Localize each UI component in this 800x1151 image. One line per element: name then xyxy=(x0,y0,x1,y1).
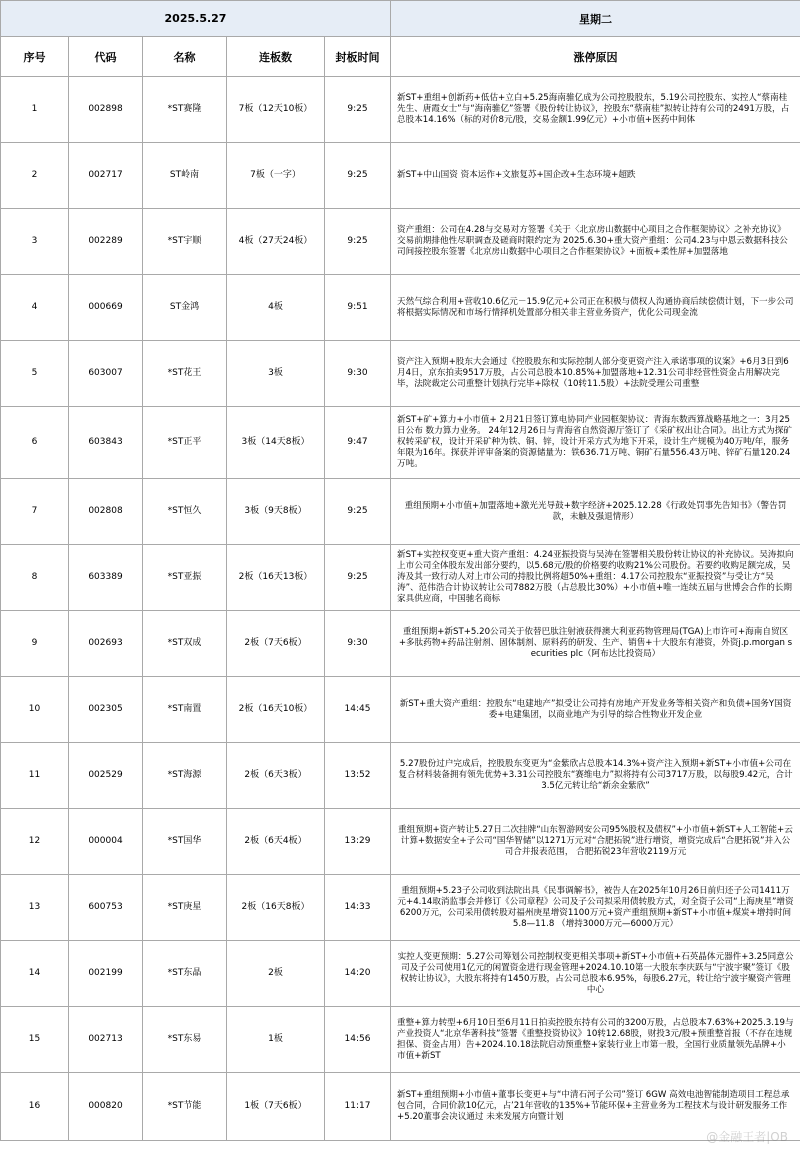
stock-name[interactable]: *ST东易 xyxy=(143,1007,227,1073)
seal-time[interactable]: 14:33 xyxy=(325,875,391,941)
seal-time[interactable]: 14:56 xyxy=(325,1007,391,1073)
stock-code[interactable]: 603007 xyxy=(69,341,143,407)
limit-up-reason[interactable]: 新ST+重组+创新药+低估+立白+5.25海南骓亿成为公司控股股东，5.19公司控股东、实控人“蔡南桂先生、唐霞女士”与“海南骓亿”签署《股份转让协议》，控股东“蔡南桂”拟转让持有公司的2491万股，占总股本14.16%（标的对价8元/股，交易金额1.99亿元）+小市值+医药中间体 xyxy=(391,77,800,143)
limit-up-reason[interactable]: 天然气综合利用+营收10.6亿元－15.9亿元+公司正在积极与债权人沟通协商后续偿债计划，下一步公司将根据实际情况和市场行情择机处置部分相关非主营业务资产，优化公司现金流 xyxy=(391,275,800,341)
table-row xyxy=(1,743,800,809)
stock-name[interactable]: *ST宇顺 xyxy=(143,209,227,275)
board-count[interactable]: 2板（16天13板） xyxy=(227,545,325,611)
table-row xyxy=(1,407,800,479)
board-count[interactable]: 3板 xyxy=(227,341,325,407)
limit-up-reason[interactable]: 5.27股份过户完成后，控股股东变更为“金紫欣占总股本14.3%+资产注入预期+新ST+小市值+公司在复合材料装备拥有领先优势+3.31公司控股东“赛维电力”拟将持有公司3717万股，以每股9.42元，合计3.5亿元转让给“新余金紫欣” xyxy=(391,743,800,809)
stock-code[interactable]: 002717 xyxy=(69,143,143,209)
board-count[interactable]: 2板（16天8板） xyxy=(227,875,325,941)
table-row xyxy=(1,1073,800,1141)
stock-name[interactable]: *ST亚振 xyxy=(143,545,227,611)
table-row xyxy=(1,77,800,143)
header-reason[interactable]: 涨停原因 xyxy=(391,37,800,77)
row-index[interactable]: 1 xyxy=(1,77,69,143)
stock-name[interactable]: *ST东晶 xyxy=(143,941,227,1007)
stock-code[interactable]: 600753 xyxy=(69,875,143,941)
stock-name[interactable]: *ST双成 xyxy=(143,611,227,677)
row-index[interactable]: 7 xyxy=(1,479,69,545)
table-row xyxy=(1,275,800,341)
seal-time[interactable]: 9:25 xyxy=(325,143,391,209)
table-row xyxy=(1,341,800,407)
board-count[interactable]: 1板 xyxy=(227,1007,325,1073)
title-row xyxy=(1,1,800,37)
header-seal-time[interactable]: 封板时间 xyxy=(325,37,391,77)
watermark: @金融王者|OB xyxy=(706,1130,788,1144)
stock-name[interactable]: *ST恒久 xyxy=(143,479,227,545)
seal-time[interactable]: 14:20 xyxy=(325,941,391,1007)
row-index[interactable]: 11 xyxy=(1,743,69,809)
limit-up-reason[interactable]: 新ST+矿+算力+小市值+ 2月21日签订算电协同产业园框架协议：青海东数西算战略基地之一：3月25日公布 数力算力业务。 24年12月26日与青海省自然资源厅签订了《采矿权出让合同》。出让方式为探矿权转采矿权，设计开采矿种为铁、铜、锌，设计开采方式为地下开采，设计生产规模为40万吨/年，服务年限为16年。探获并评审备案的资源储量为：铁636.71万吨、铜矿石量556.43万吨、锌矿石量120.24万吨。 xyxy=(391,407,800,479)
weekday-cell[interactable]: 星期二 xyxy=(391,1,800,37)
table-row xyxy=(1,809,800,875)
row-index[interactable]: 14 xyxy=(1,941,69,1007)
limit-up-reason[interactable]: 重组预期+资产转让5.27日二次挂牌“山东智游网安公司95%股权及债权”+小市值+新ST+人工智能+云计算+数据安全+子公司“国华智储”以1271万元对“合肥拓锐”进行增资，增资完成后“合肥拓锐”并入公司合并报表范围， 合肥拓锐23年营收2119万元 xyxy=(391,809,800,875)
row-index[interactable]: 9 xyxy=(1,611,69,677)
seal-time[interactable]: 13:29 xyxy=(325,809,391,875)
seal-time[interactable]: 9:25 xyxy=(325,479,391,545)
table-row xyxy=(1,545,800,611)
stock-name[interactable]: ST岭南 xyxy=(143,143,227,209)
limit-up-reason[interactable]: 实控人变更预期：5.27公司筹划公司控制权变更相关事项+新ST+小市值+石英晶体元器件+3.25同意公司及子公司使用1亿元的闲置资金进行现金管理+2024.10.10第一大股东李庆跃与“宁波宇聚”签订《股权转让协议》，大股东将持有1450万股，占公司总股本6.95%，每股6.27元，转让给宁波宇聚资产管理中心 xyxy=(391,941,800,1007)
limit-up-reason[interactable]: 重组预期+小市值+加盟落地+激光光导鼓+数字经济+2025.12.28《行政处罚事先告知书》（警告罚款，未触及强退情形） xyxy=(391,479,800,545)
board-count[interactable]: 2板（16天10板） xyxy=(227,677,325,743)
seal-time[interactable]: 9:25 xyxy=(325,545,391,611)
limit-up-reason[interactable]: 重组预期+新ST+5.20公司关于依替巴肽注射液获得澳大利亚药物管理局(TGA)上市许可+海南自贸区+多肽药物+药品注射剂、固体制剂、原料药的研发、生产、销售+十大股东有港资，外资j.p.morgan securities plc（阿布达比投资局） xyxy=(391,611,800,677)
row-index[interactable]: 2 xyxy=(1,143,69,209)
limit-up-reason[interactable]: 新ST+中山国资 资本运作+文旅复苏+国企改+生态环境+超跌 xyxy=(391,143,800,209)
board-count[interactable]: 3板（9天8板） xyxy=(227,479,325,545)
stock-code[interactable]: 002898 xyxy=(69,77,143,143)
header-index[interactable]: 序号 xyxy=(1,37,69,77)
seal-time[interactable]: 9:30 xyxy=(325,341,391,407)
table-row xyxy=(1,875,800,941)
limit-up-reason[interactable]: 新ST+实控权变更+重大资产重组：4.24亚振投资与吴涛在签署相关股份转让协议的补充协议。吴涛拟向上市公司全体股东发出部分要约，以5.68元/股的价格要约收购21%公司股份。若要约收购足额完成，吴涛及其一致行动人对上市公司的持股比例将超50%+重组：4.17公司控股东“亚振投资”与受让方“吴涛”、范伟浩合计协议转让公司7882万股（占总股比30%）+小市值+唯一连续五届与世博会合作的长期家具供应商，中国驰名商标 xyxy=(391,545,800,611)
stock-name[interactable]: *ST正平 xyxy=(143,407,227,479)
board-count[interactable]: 7板（一字） xyxy=(227,143,325,209)
limit-up-reason[interactable]: 新ST+重组预期+小市值+董事长变更+与“中清石河子公司”签订 6GW 高效电池智能制造项目工程总承包合同，合同价款10亿元，占’21年营收的135%+节能环保+主营业务为工程技术与设计研发服务工作+5.20董事会决议通过 未来发展方向暨计划 xyxy=(391,1073,800,1141)
limit-up-reason[interactable]: 重组预期+5.23子公司收到法院出具《民事调解书》，被告人在2025年10月26日前归还子公司1411万元+4.14取消监事会并修订《公司章程》公司及子公司拟采用债转股方式，对全资子公司“上海庚星”增资6200万元，公司采用债转股对福州庚星增资1100万元+资产重组预期+新ST+小市值+煤炭+增持时间 5.8—11.8 （增持3000万元—6000万元） xyxy=(391,875,800,941)
stock-code[interactable]: 002808 xyxy=(69,479,143,545)
stock-name[interactable]: *ST南置 xyxy=(143,677,227,743)
board-count[interactable]: 2板（7天6板） xyxy=(227,611,325,677)
stock-code[interactable]: 000004 xyxy=(69,809,143,875)
seal-time[interactable]: 9:25 xyxy=(325,77,391,143)
stock-name[interactable]: *ST海源 xyxy=(143,743,227,809)
row-index[interactable]: 12 xyxy=(1,809,69,875)
row-index[interactable]: 4 xyxy=(1,275,69,341)
header-boards[interactable]: 连板数 xyxy=(227,37,325,77)
table-row xyxy=(1,143,800,209)
row-index[interactable]: 13 xyxy=(1,875,69,941)
row-index[interactable]: 6 xyxy=(1,407,69,479)
stock-code[interactable]: 603843 xyxy=(69,407,143,479)
board-count[interactable]: 4板 xyxy=(227,275,325,341)
limit-up-reason[interactable]: 资产重组：公司在4.28与交易对方签署《关于〈北京房山数据中心项目之合作框架协议〉之补充协议》交易前期排他性尽职调查及磋商时限约定为 2025.6.30+重大资产重组：公司4.23与中恩云数据科技公司间接控股东签署《北京房山数据中心项目之合作框架协议》+面板+柔性屏+加盟落地 xyxy=(391,209,800,275)
seal-time[interactable]: 9:47 xyxy=(325,407,391,479)
stock-name[interactable]: *ST节能 xyxy=(143,1073,227,1141)
table-row xyxy=(1,1007,800,1073)
seal-time[interactable]: 13:52 xyxy=(325,743,391,809)
row-index[interactable]: 3 xyxy=(1,209,69,275)
header-code[interactable]: 代码 xyxy=(69,37,143,77)
table-row xyxy=(1,677,800,743)
stock-code[interactable]: 002713 xyxy=(69,1007,143,1073)
row-index[interactable]: 16 xyxy=(1,1073,69,1141)
table-row xyxy=(1,611,800,677)
stock-code[interactable]: 002693 xyxy=(69,611,143,677)
table-row xyxy=(1,479,800,545)
header-name[interactable]: 名称 xyxy=(143,37,227,77)
limit-up-reason[interactable]: 新ST+重大资产重组：控股东“电建地产”拟受让公司持有房地产开发业务等相关资产和负债+国务Y国资委+电建集团，以商业地产为引导的综合性物业开发企业 xyxy=(391,677,800,743)
board-count[interactable]: 2板 xyxy=(227,941,325,1007)
seal-time[interactable]: 9:51 xyxy=(325,275,391,341)
board-count[interactable]: 7板（12天10板） xyxy=(227,77,325,143)
seal-time[interactable]: 9:25 xyxy=(325,209,391,275)
board-count[interactable]: 2板（6天3板） xyxy=(227,743,325,809)
stock-code[interactable]: 002305 xyxy=(69,677,143,743)
stock-code[interactable]: 000820 xyxy=(69,1073,143,1141)
table-row xyxy=(1,209,800,275)
limit-up-reason[interactable]: 资产注入预期+股东大会通过《控股股东和实际控制人部分变更资产注入承诺事项的议案》+6月3日到6月4日，京东拍卖9517万股，占公司总股本10.85%+加盟落地+12.31公司非经营性资金占用解决完毕，法院裁定公司重整计划执行完毕+除权（10转11.5股）+法院受理公司重整 xyxy=(391,341,800,407)
stock-code[interactable]: 603389 xyxy=(69,545,143,611)
date-cell[interactable]: 2025.5.27 xyxy=(1,1,391,37)
stock-name[interactable]: *ST庚星 xyxy=(143,875,227,941)
stock-name[interactable]: ST金鸿 xyxy=(143,275,227,341)
seal-time[interactable]: 9:30 xyxy=(325,611,391,677)
board-count[interactable]: 4板（27天24板） xyxy=(227,209,325,275)
stock-code[interactable]: 002529 xyxy=(69,743,143,809)
table-row xyxy=(1,941,800,1007)
seal-time[interactable]: 14:45 xyxy=(325,677,391,743)
seal-time[interactable]: 11:17 xyxy=(325,1073,391,1141)
header-row xyxy=(1,37,800,77)
stock-code[interactable]: 002289 xyxy=(69,209,143,275)
limit-up-reason[interactable]: 重整+算力转型+6月10日至6月11日拍卖控股东持有公司的3200万股，占总股本7.63%+2025.3.19与产业投资人“北京华著科技”签署《重整投资协议》10转12.68股，财投3元/股+预重整首报（不存在违规担保、资金占用）告+2024.10.18法院启动预重整+家装行业上市第一股，全国行业质量领先品牌+小市值+新ST xyxy=(391,1007,800,1073)
stock-name[interactable]: *ST国华 xyxy=(143,809,227,875)
row-index[interactable]: 10 xyxy=(1,677,69,743)
stock-code[interactable]: 000669 xyxy=(69,275,143,341)
board-count[interactable]: 2板（6天4板） xyxy=(227,809,325,875)
stock-name[interactable]: *ST花王 xyxy=(143,341,227,407)
board-count[interactable]: 1板（7天6板） xyxy=(227,1073,325,1141)
stock-name[interactable]: *ST赛隆 xyxy=(143,77,227,143)
row-index[interactable]: 15 xyxy=(1,1007,69,1073)
stock-code[interactable]: 002199 xyxy=(69,941,143,1007)
board-count[interactable]: 3板（14天8板） xyxy=(227,407,325,479)
row-index[interactable]: 5 xyxy=(1,341,69,407)
row-index[interactable]: 8 xyxy=(1,545,69,611)
